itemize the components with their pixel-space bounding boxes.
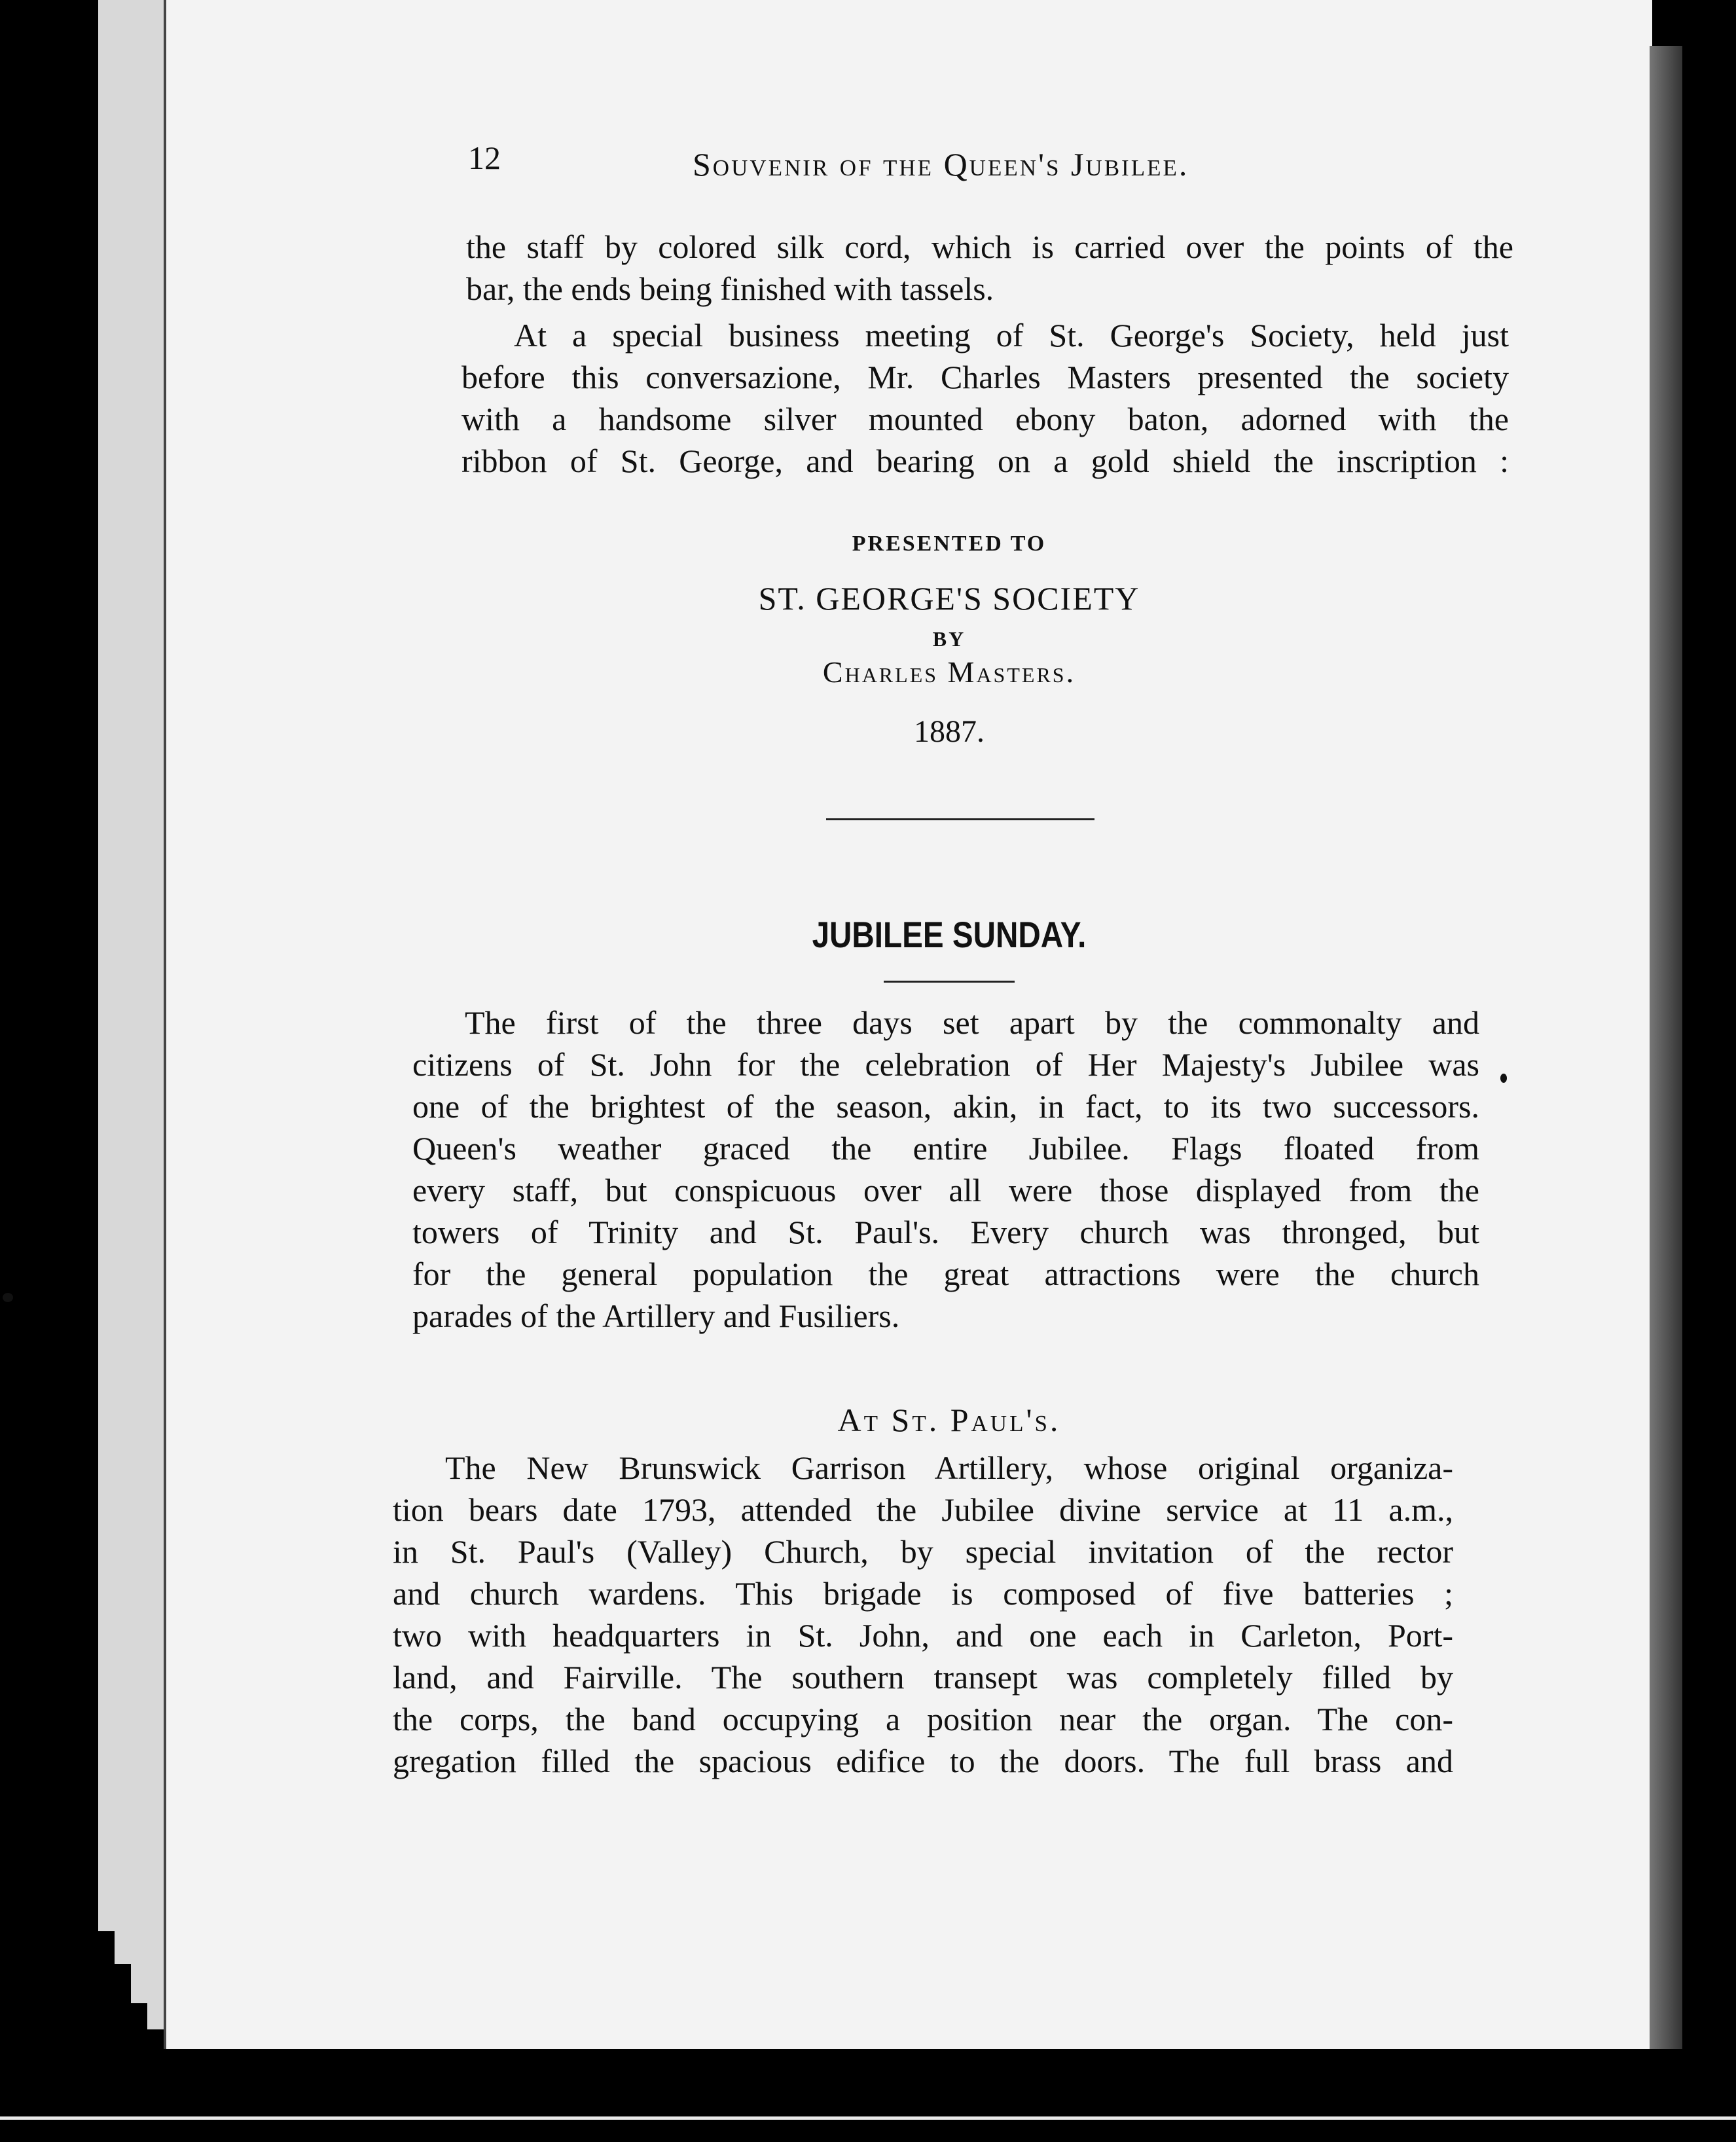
text-line: the staff by colored silk cord, which is carried over the points of the [466, 228, 1513, 265]
page-shadow [1650, 46, 1682, 2049]
text-line: before this conversazione, Mr. Charles Masters presented the society [461, 359, 1509, 395]
text-line: land, and Fairville. The southern transept was completely filled by [393, 1659, 1453, 1696]
scan-speck [3, 1293, 13, 1302]
text-line: and church wardens. This brigade is composed of five batteries ; [393, 1575, 1453, 1612]
text-line: ribbon of St. George, and bearing on a gold shield the inscription : [461, 443, 1509, 479]
intro-paragraph [466, 226, 1513, 310]
jubilee-sunday-paragraph [412, 1002, 1479, 1337]
text-line: bar, the ends being finished with tassels. [466, 270, 994, 307]
text-line: Queen's weather graced the entire Jubilee. Flags floated from [412, 1130, 1479, 1167]
inscription-year: 1887. [914, 714, 985, 749]
page-number: 12 [468, 139, 501, 176]
baton-paragraph [461, 314, 1509, 482]
text-line: citizens of St. John for the celebration of Her Majesty's Jubilee was [412, 1046, 1479, 1083]
scan-border [0, 2116, 1736, 2120]
text-line: the corps, the band occupying a position near the organ. The con- [393, 1701, 1453, 1737]
scan-speck [1500, 1074, 1507, 1083]
text-line: two with headquarters in St. John, and one each in Carleton, Port- [393, 1617, 1453, 1654]
text-line: parades of the Artillery and Fusiliers. [412, 1298, 900, 1334]
text-line: every staff, but conspicuous over all were those displayed from the [412, 1172, 1479, 1208]
subsection-heading: At St. Paul's. [837, 1402, 1061, 1438]
running-title: Souvenir of the Queen's Jubilee. [693, 146, 1189, 183]
inscription-name: Charles Masters. [822, 655, 1076, 689]
text-line: in St. Paul's (Valley) Church, by special invitation of the rector [393, 1533, 1453, 1570]
section-heading: JUBILEE SUNDAY. [812, 914, 1087, 955]
text-line: one of the brightest of the season, akin, in fact, to its two successors. [412, 1088, 1479, 1125]
text-line: with a handsome silver mounted ebony baton, adorned with the [461, 401, 1509, 437]
text-line: At a special business meeting of St. George's Society, held just [514, 317, 1509, 354]
text-line: The New Brunswick Garrison Artillery, whose original organiza- [445, 1449, 1453, 1486]
heading-underline [884, 981, 1015, 983]
text-line: for the general population the great attractions were the church [412, 1256, 1479, 1292]
inscription-presented: PRESENTED TO [852, 532, 1047, 556]
section-divider [826, 818, 1094, 820]
text-line: The first of the three days set apart by the commonalty and [465, 1004, 1479, 1041]
text-line: tion bears date 1793, attended the Jubilee divine service at 11 a.m., [393, 1491, 1453, 1528]
text-line: gregation filled the spacious edifice to the doors. The full brass and [393, 1743, 1453, 1779]
inscription-society: ST. GEORGE'S SOCIETY [758, 580, 1140, 617]
st-pauls-paragraph [393, 1447, 1453, 1782]
inscription-by: BY [932, 627, 966, 651]
text-line: towers of Trinity and St. Paul's. Every church was thronged, but [412, 1214, 1479, 1250]
